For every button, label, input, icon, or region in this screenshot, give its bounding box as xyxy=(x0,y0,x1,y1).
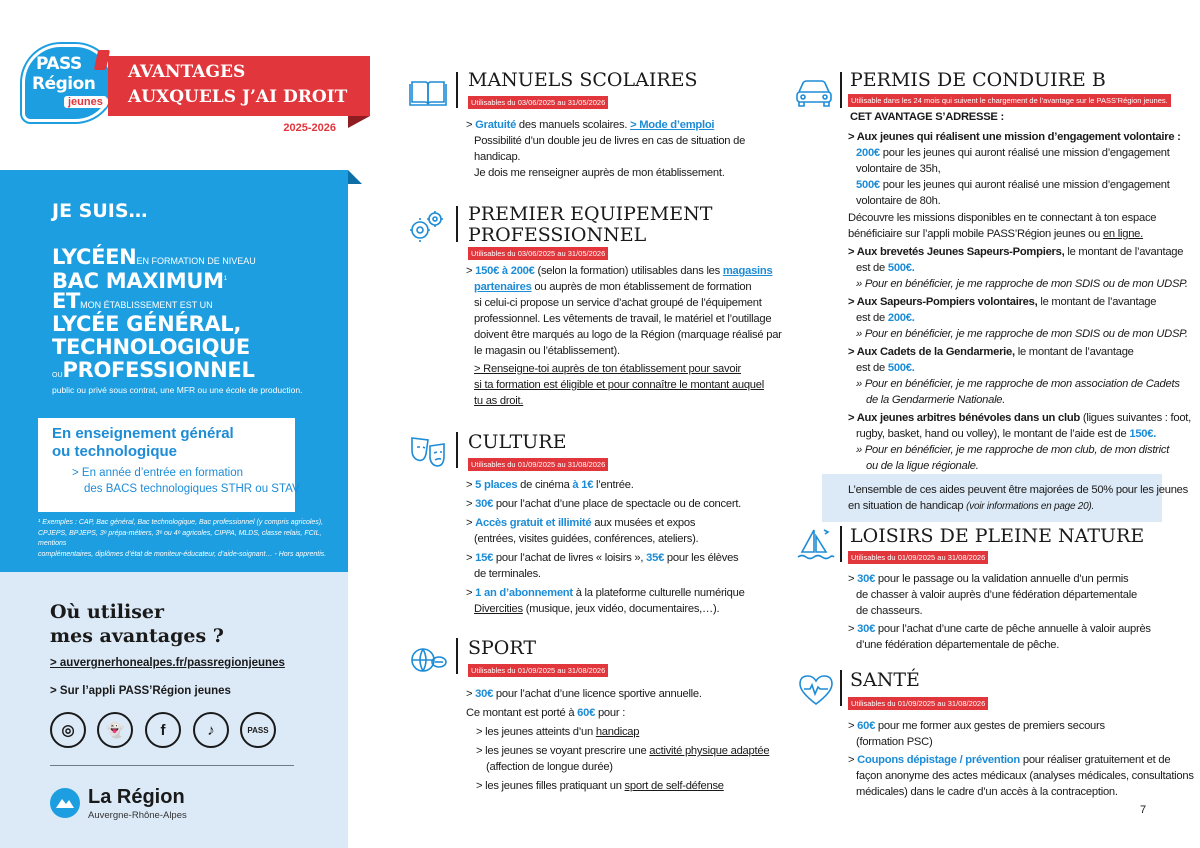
divercities-link[interactable]: Divercities xyxy=(474,603,523,615)
section-bar xyxy=(456,638,458,674)
section-title-sante: SANTÉ xyxy=(850,669,920,691)
culture-line: (entrées, visites guidées, conférences, ateliers). xyxy=(474,533,699,545)
permis-line: ou de la ligue régionale. xyxy=(866,460,979,472)
loisirs-line: d’une fédération départementale de pêche. xyxy=(856,639,1060,651)
manuels-line: > Gratuité des manuels scolaires. > Mode d’emploi xyxy=(466,119,715,131)
logo-jeunes-text: jeunes xyxy=(64,96,107,108)
en-ligne-link[interactable]: en ligne. xyxy=(1102,228,1144,240)
panel-fold xyxy=(348,170,362,184)
facebook-icon[interactable]: f xyxy=(145,712,181,748)
manuels-line: Possibilité d’un double jeu de livres en cas de situation de xyxy=(474,135,746,147)
date-badge-sport: Utilisables du 01/09/2025 au 31/08/2026 xyxy=(468,664,608,677)
activite-adaptee-link[interactable]: activité physique adaptée xyxy=(649,745,770,757)
region-name: La Région xyxy=(88,786,185,808)
manuels-line: Je dois me renseigner auprès de mon établissement. xyxy=(474,167,725,179)
permis-line: Découvre les missions disponibles en te connectant à ton espace xyxy=(848,212,1157,224)
sante-line: > Coupons dépistage / prévention pour réaliser gratuitement et de xyxy=(848,754,1171,766)
sport-line: Ce montant est porté à 60€ pour : xyxy=(466,707,626,719)
sports-balls-icon xyxy=(408,638,448,678)
permis-line: » Pour en bénéficier, je me rapproche de mon SDIS ou de mon UDSP. xyxy=(856,328,1188,340)
sport-line: > les jeunes filles pratiquant un sport de self-défense xyxy=(476,780,724,792)
permis-line: volontaire de 35h, xyxy=(856,163,941,175)
section-bar xyxy=(840,670,842,706)
permis-line: > Aux Sapeurs-Pompiers volontaires, le montant de l’avantage xyxy=(848,296,1157,308)
je-suis-heading: JE SUIS… xyxy=(52,200,148,222)
date-badge-loisirs: Utilisables du 01/09/2025 au 31/08/2026 xyxy=(848,551,988,564)
technologique-line: TECHNOLOGIQUE xyxy=(52,335,250,359)
culture-line: > 5 places de cinéma à 1€ l’entrée. xyxy=(466,479,634,491)
permis-line: rugby, basket, hand ou volley), le montant de l’aide est de 150€. xyxy=(856,428,1157,440)
sport-line: > 30€ pour l’achat d’une licence sportive annuelle. xyxy=(466,688,702,700)
heart-pulse-icon xyxy=(796,670,836,710)
gears-icon xyxy=(406,206,446,246)
date-badge-permis: Utilisable dans les 24 mois qui suivent le chargement de l’avantage sur le PASS’Région jeunes. xyxy=(848,94,1171,107)
permis-line: > Aux brevetés Jeunes Sapeurs-Pompiers, le montant de l’avantage xyxy=(848,246,1184,258)
permis-line: de la Gendarmerie Nationale. xyxy=(866,394,1006,406)
permis-line: est de 500€. xyxy=(856,262,915,274)
sante-line: façon anonyme des actes médicaux (analyses médicales, consultations xyxy=(856,770,1194,782)
culture-line: > 30€ pour l’achat d’une place de spectacle ou de concert. xyxy=(466,498,742,510)
section-bar xyxy=(456,72,458,108)
section-title-sport: SPORT xyxy=(468,637,537,659)
sante-line: (formation PSC) xyxy=(856,736,933,748)
permis-line: » Pour en bénéficier, je me rapproche de mon association de Cadets xyxy=(856,378,1180,390)
logo-pass-text: PASS xyxy=(36,54,82,74)
region-subtitle: Auvergne-Rhône-Alpes xyxy=(88,810,187,821)
footnote: ¹ Exemples : CAP, Bac général, Bac technologique, Bac professionnel (y compris agricoles), CPJEPS, BPJEPS, 3ᵉ prépa-métiers, 3ᵉ ou 4ᵉ agricoles, CIPPA, MLDS, classe relais, FCIL, mentions complémentaires, diplômes d’état de moniteur-éducateur, d’aide-soignant… - Hors apprentis. xyxy=(38,519,327,558)
equipement-info-link[interactable]: tu as droit. xyxy=(474,395,524,407)
section-title-loisirs: LOISIRS DE PLEINE NATURE xyxy=(850,525,1145,547)
region-mountain-icon xyxy=(50,788,80,818)
equipement-line: doivent être marqués au logo de la Région (marquage réalisé par xyxy=(474,329,782,341)
permis-line: bénéficiaire sur l’appli mobile PASS’Région jeunes ou en ligne. xyxy=(848,228,1144,240)
banner-fold xyxy=(348,116,370,128)
permis-line: 500€ pour les jeunes qui auront réalisé une mission d’engagement xyxy=(856,179,1170,191)
book-icon xyxy=(408,72,448,112)
permis-line: CET AVANTAGE S’ADRESSE : xyxy=(850,111,1004,123)
equipement-line: > 150€ à 200€ (selon la formation) utilisables dans les magasins xyxy=(466,265,773,277)
permis-line: » Pour en bénéficier, je me rapproche de mon SDIS ou de mon UDSP. xyxy=(856,278,1188,290)
self-defense-link[interactable]: sport de self-défense xyxy=(624,780,724,792)
lyceen-line: LYCÉENEN FORMATION DE NIVEAU xyxy=(52,245,256,269)
logo-region-text: Région xyxy=(32,74,96,94)
divider xyxy=(50,765,294,766)
equipement-info-link[interactable]: > Renseigne-toi auprès de ton établissement pour savoir xyxy=(474,363,742,375)
handicap-link[interactable]: handicap xyxy=(595,726,640,738)
sport-line: > les jeunes atteints d’un handicap xyxy=(476,726,640,738)
sante-line: médicales) dans le cadre d’un accès à la contraception. xyxy=(856,786,1118,798)
date-badge-equipement: Utilisables du 03/06/2025 au 31/05/2026 xyxy=(468,247,608,260)
section-bar xyxy=(840,526,842,562)
car-icon xyxy=(794,72,834,112)
date-badge-sante: Utilisables du 01/09/2025 au 31/08/2026 xyxy=(848,697,988,710)
section-bar xyxy=(456,206,458,242)
instagram-icon[interactable]: ◎ xyxy=(50,712,86,748)
permis-line: » Pour en bénéficier, je me rapproche de mon club, de mon district xyxy=(856,444,1170,456)
card-title: En enseignement général ou technologique xyxy=(52,425,234,460)
theater-masks-icon xyxy=(408,432,448,472)
loisirs-line: > 30€ pour le passage ou la validation annuelle d’un permis xyxy=(848,573,1129,585)
snapchat-icon[interactable]: 👻 xyxy=(97,712,133,748)
loisirs-line: de chasser à valoir auprès d’une fédération départementale xyxy=(856,589,1137,601)
sport-line: > les jeunes se voyant prescrire une activité physique adaptée xyxy=(476,745,770,757)
culture-line: > Accès gratuit et illimité aux musées et expos xyxy=(466,517,696,529)
mode-emploi-link[interactable]: > Mode d’emploi xyxy=(630,119,715,131)
permis-line: > Aux Cadets de la Gendarmerie, le montant de l’avantage xyxy=(848,346,1134,358)
school-type-note: public ou privé sous contrat, une MFR ou une école de production. xyxy=(52,385,303,395)
info-line: L’ensemble de ces aides peuvent être majorées de 50% pour les jeunes xyxy=(848,484,1188,496)
equipement-line: partenaires ou auprès de mon établissement de formation xyxy=(474,281,752,293)
section-title-manuels: MANUELS SCOLAIRES xyxy=(468,69,698,91)
permis-line: > Aux jeunes qui réalisent une mission d’engagement volontaire : xyxy=(848,131,1181,143)
permis-line: est de 200€. xyxy=(856,312,915,324)
loisirs-line: de chasseurs. xyxy=(856,605,923,617)
loisirs-line: > 30€ pour l’achat d’une carte de pêche annuelle à valoir auprès xyxy=(848,623,1151,635)
culture-line: de terminales. xyxy=(474,568,541,580)
permis-line: 200€ pour les jeunes qui auront réalisé une mission d’engagement xyxy=(856,147,1170,159)
professionnel-line: OUPROFESSIONNEL xyxy=(52,358,255,382)
sante-line: > 60€ pour me former aux gestes de premiers secours xyxy=(848,720,1105,732)
pass-region-logo xyxy=(22,44,120,124)
page-number: 7 xyxy=(1140,804,1147,816)
tiktok-icon[interactable]: ♪ xyxy=(193,712,229,748)
section-title-equipement: PREMIER EQUIPEMENT PROFESSIONNEL xyxy=(468,203,713,246)
date-badge-manuels: Utilisables du 03/06/2025 au 31/05/2026 xyxy=(468,96,608,109)
where-to-use-heading: Où utiliser mes avantages ? xyxy=(50,601,224,647)
manuels-line: handicap. xyxy=(474,151,521,163)
sport-line: (affection de longue durée) xyxy=(486,761,613,773)
equipement-line: le magasin ou l’établissement). xyxy=(474,345,620,357)
lycee-general-line: LYCÉE GÉNÉRAL, xyxy=(52,312,242,336)
school-year: 2025-2026 xyxy=(283,122,336,134)
et-line: ETMON ÉTABLISSEMENT EST UN xyxy=(52,289,213,313)
date-badge-culture: Utilisables du 01/09/2025 au 31/08/2026 xyxy=(468,458,608,471)
info-line: en situation de handicap (voir informations en page 20). xyxy=(848,500,1095,512)
app-link[interactable]: > Sur l’appli PASS’Région jeunes xyxy=(50,685,231,697)
culture-line: > 15€ pour l’achat de livres « loisirs », 35€ pour les élèves xyxy=(466,552,739,564)
permis-line: volontaire de 80h. xyxy=(856,195,941,207)
permis-line: est de 500€. xyxy=(856,362,915,374)
culture-line: Divercities (musique, jeux vidéo, documentaires,…). xyxy=(474,603,720,615)
card-subtitle: > En année d’entrée en formation des BACS technologiques STHR ou STAV xyxy=(72,467,300,495)
equipement-info-link[interactable]: si ta formation est éligible et pour connaître le montant auquel xyxy=(474,379,764,391)
section-title-culture: CULTURE xyxy=(468,431,567,453)
section-bar xyxy=(840,72,842,108)
section-title-permis: PERMIS DE CONDUIRE B xyxy=(850,69,1106,91)
equipement-line: professionnel. Les vêtements de travail, le matériel et l’outillage xyxy=(474,313,772,325)
page-title: AVANTAGES AUXQUELS J’AI DROIT xyxy=(128,62,348,107)
equipement-line: si celui-ci propose un service d’achat groupé de l’équipement xyxy=(474,297,762,309)
section-bar xyxy=(456,432,458,468)
pass-app-icon[interactable]: PASS xyxy=(240,712,276,748)
website-link[interactable]: > auvergnerhonealpes.fr/passregionjeunes xyxy=(50,657,285,669)
bac-line: BAC MAXIMUM$^1$ xyxy=(52,269,228,293)
culture-line: > 1 an d’abonnement à la plateforme culturelle numérique xyxy=(466,587,745,599)
permis-line: > Aux jeunes arbitres bénévoles dans un club (ligues suivantes : foot, xyxy=(848,412,1192,424)
sailboat-icon xyxy=(796,524,836,564)
